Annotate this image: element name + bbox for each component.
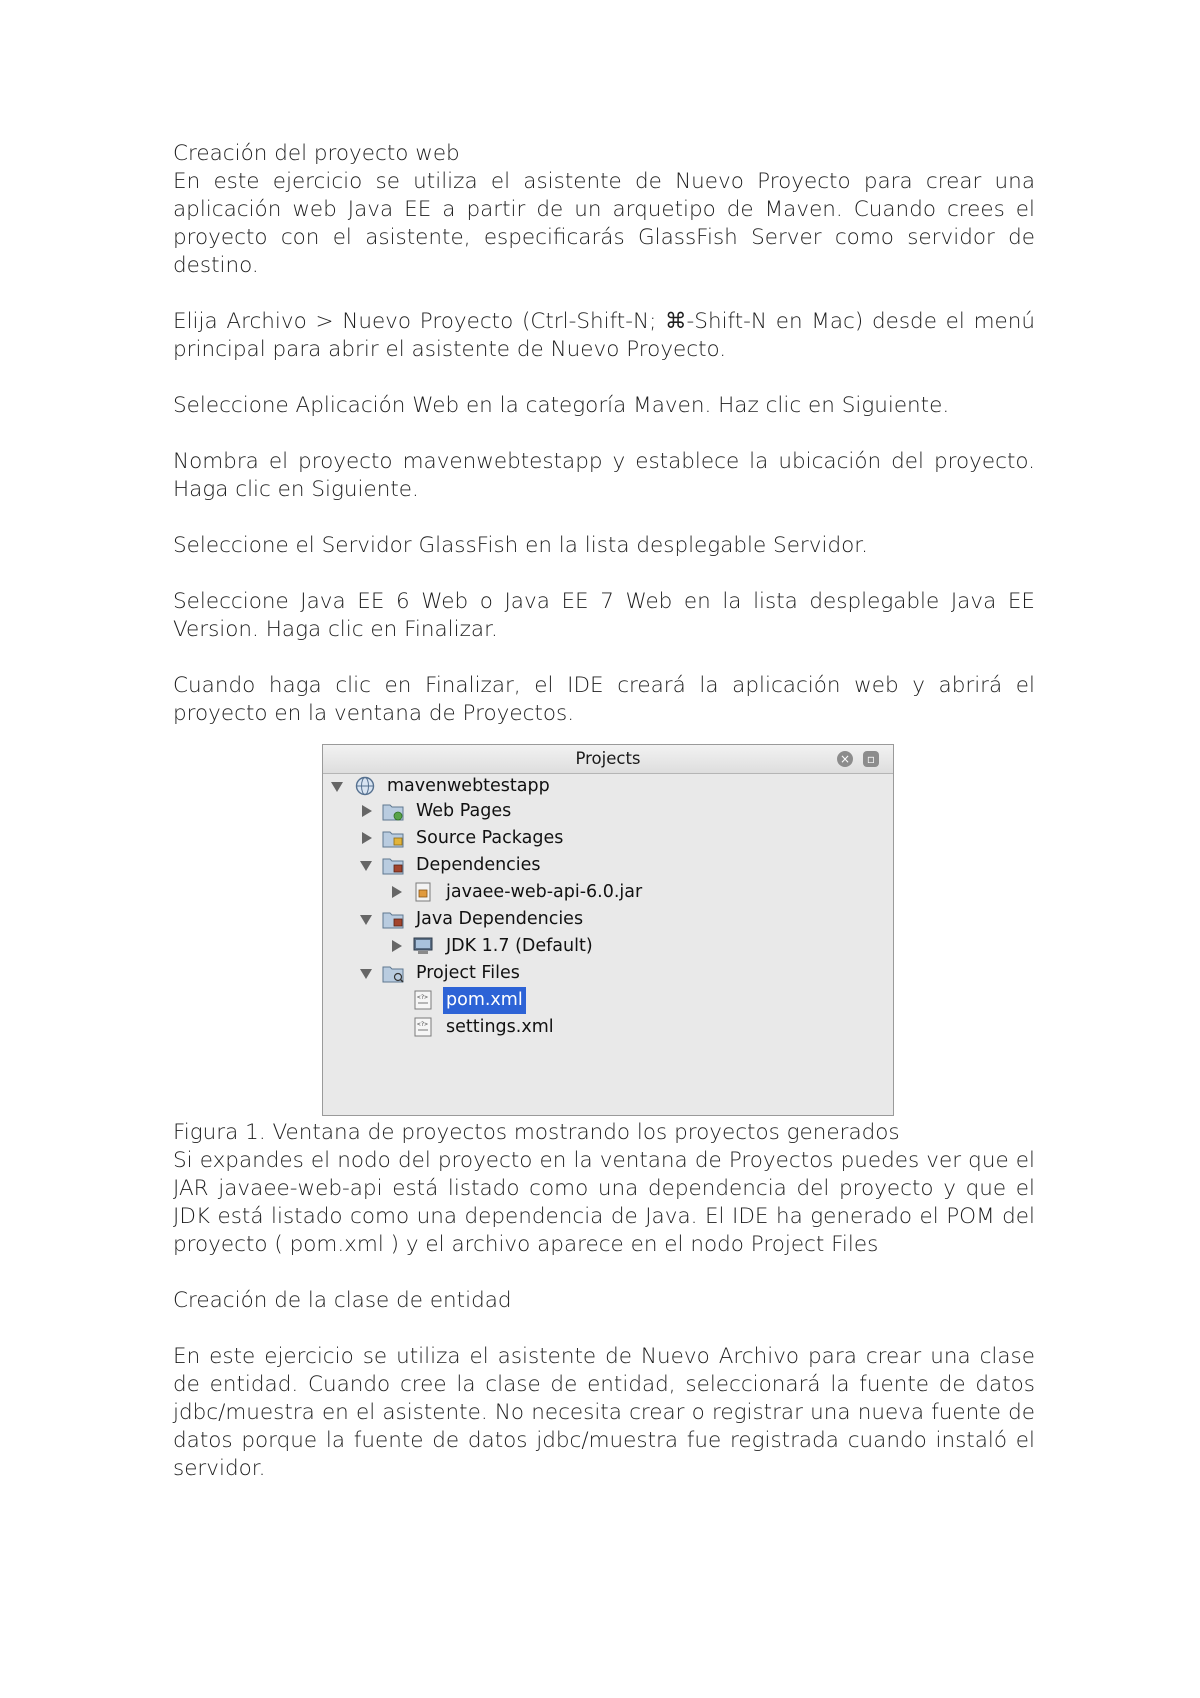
section-title-web-project: Creación del proyecto web (173, 141, 460, 166)
paragraph-step-server: Seleccione el Servidor GlassFish en la lista desplegable Servidor. (173, 533, 868, 558)
projects-window-header (323, 745, 893, 774)
dependencies-folder-icon (382, 855, 404, 875)
svg-text:<?>: <?> (417, 1021, 428, 1028)
spacer (173, 1315, 1035, 1343)
projects-window (322, 744, 894, 1116)
expand-arrow-icon[interactable] (360, 969, 372, 979)
expand-arrow-icon[interactable] (360, 861, 372, 871)
source-packages-folder-icon (382, 828, 404, 848)
tree-node-source-packages[interactable] (323, 825, 893, 852)
tree-node-label: Source Packages (416, 828, 564, 848)
paragraph-dependencies-explained: Si expandes el nodo del proyecto en la ventana de Proyectos puedes ver que el JAR javaee-web-api está listado como una dependencia del proyecto y que el JDK está listado como una dependencia de Java. El IDE ha generado el POM del proyecto ( pom.xml ) y el archivo aparece en el nodo Project Files (173, 1148, 1035, 1257)
dependencies-folder-icon (382, 909, 404, 929)
spacer (173, 280, 1035, 308)
tree-node-label: settings.xml (446, 1017, 554, 1037)
tree-node-jdk[interactable] (323, 933, 893, 960)
tree-node-label: javaee-web-api-6.0.jar (446, 882, 643, 902)
paragraph-step-finish: Cuando haga clic en Finalizar, el IDE creará la aplicación web y abrirá el proyecto en la ventana de Proyectos. (173, 673, 1035, 726)
paragraph-entity-class: En este ejercicio se utiliza el asistente de Nuevo Archivo para crear una clase de entidad. Cuando cree la clase de entidad, seleccionará la fuente de datos jdbc/muestra en el asistente. No necesita crear o registrar una nueva fuente de datos porque la fuente de datos jdbc/muestra fue registrada cuando instaló el servidor. (173, 1344, 1035, 1481)
section-title-entity-class: Creación de la clase de entidad (173, 1288, 512, 1313)
tree-node-pom-xml[interactable] (323, 987, 893, 1014)
spacer (173, 364, 1035, 392)
tree-node-javaee-web-api-jar[interactable] (323, 879, 893, 906)
tree-node-java-dependencies[interactable] (323, 906, 893, 933)
tree-node-mavenwebtestapp[interactable] (323, 773, 893, 800)
tree-node-web-pages[interactable] (323, 798, 893, 825)
svg-text:<?>: <?> (417, 994, 428, 1001)
spacer (173, 504, 1035, 532)
figure-caption: Figura 1. Ventana de proyectos mostrando los proyectos generados (173, 1120, 900, 1145)
web-project-globe-icon (354, 776, 376, 796)
project-files-folder-icon (382, 963, 404, 983)
paragraph-intro: En este ejercicio se utiliza el asistente de Nuevo Proyecto para crear una aplicación web Java EE a partir de un arquetipo de Maven. Cuando crees el proyecto con el asistente, especificarás GlassFish Server como servidor de destino. (173, 169, 1035, 278)
tree-node-label: mavenwebtestapp (387, 776, 550, 796)
xml-file-icon (412, 990, 434, 1010)
maximize-icon[interactable]: ▫ (863, 751, 879, 767)
tree-node-label: Java Dependencies (416, 909, 584, 929)
tree-node-settings-xml[interactable] (323, 1014, 893, 1041)
paragraph-step-name-project: Nombra el proyecto mavenwebtestapp y establece la ubicación del proyecto. Haga clic en Siguiente. (173, 449, 1035, 502)
jar-icon (412, 882, 434, 902)
xml-file-icon (412, 1017, 434, 1037)
expand-arrow-icon[interactable] (392, 940, 402, 952)
projects-window-title: Projects (575, 749, 641, 768)
expand-arrow-icon[interactable] (362, 832, 372, 844)
paragraph-step-javaee-version: Seleccione Java EE 6 Web o Java EE 7 Web en la lista desplegable Java EE Version. Haga clic en Finalizar. (173, 589, 1035, 642)
spacer (173, 560, 1035, 588)
paragraph-step-web-app: Seleccione Aplicación Web en la categoría Maven. Haz clic en Siguiente. (173, 393, 950, 418)
expand-arrow-icon[interactable] (360, 915, 372, 925)
tree-node-label: Web Pages (416, 801, 512, 821)
expand-arrow-icon[interactable] (331, 782, 343, 792)
jdk-monitor-icon (412, 936, 434, 956)
tree-node-label: JDK 1.7 (Default) (446, 936, 593, 956)
tree-node-label-selected: pom.xml (443, 987, 526, 1014)
expand-arrow-icon[interactable] (392, 886, 402, 898)
tree-node-label: Dependencies (416, 855, 541, 875)
paragraph-step-new-project: Elija Archivo > Nuevo Proyecto (Ctrl-Shift-N; ⌘-Shift-N en Mac) desde el menú principal para abrir el asistente de Nuevo Proyecto. (173, 309, 1035, 362)
spacer (173, 420, 1035, 448)
spacer (173, 1259, 1035, 1287)
tree-node-dependencies[interactable] (323, 852, 893, 879)
tree-node-project-files[interactable] (323, 960, 893, 987)
spacer (173, 644, 1035, 672)
close-icon[interactable]: × (837, 751, 853, 767)
expand-arrow-icon[interactable] (362, 805, 372, 817)
document-body (173, 140, 1035, 1483)
tree-node-label: Project Files (416, 963, 520, 983)
web-pages-folder-icon (382, 801, 404, 821)
